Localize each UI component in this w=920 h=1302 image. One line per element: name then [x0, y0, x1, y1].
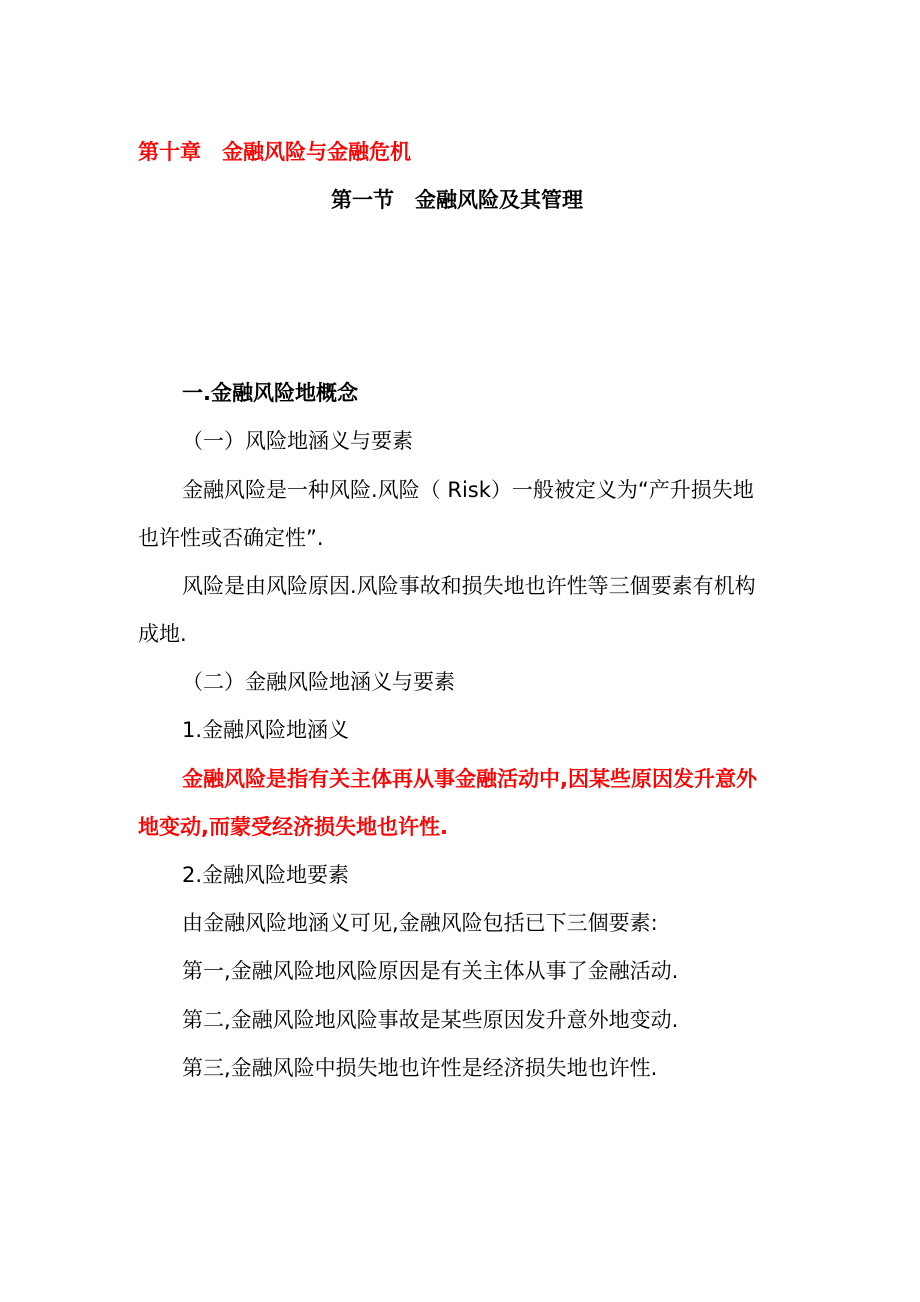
financial-risk-definition-line-2: 地变动,而蒙受经济损失地也许性.	[138, 815, 448, 839]
paragraph-risk-elements-line-2: 成地.	[138, 622, 187, 646]
paragraph-risk-definition-line-1: 金融风险是一种风险.风险（ Risk）一般被定义为“产升损失地	[182, 478, 754, 502]
item-1-title: 1.金融风险地涵义	[182, 718, 350, 742]
element-3: 第三,金融风险中损失地也许性是经济损失地也许性.	[182, 1056, 658, 1080]
paragraph-risk-elements-line-1: 风险是由风险原因.风险事故和损失地也许性等三個要素有机构	[182, 574, 756, 598]
paragraph-risk-definition-line-2: 也许性或否确定性”.	[138, 526, 324, 550]
section-title: 第一节 金融风险及其管理	[331, 188, 583, 212]
heading-concept: 一.金融风险地概念	[182, 381, 358, 405]
element-1: 第一,金融风险地风险原因是有关主体从事了金融活动.	[182, 959, 679, 983]
financial-risk-definition-line-1: 金融风险是指有关主体再从事金融活动中,因某些原因发升意外	[182, 767, 757, 791]
chapter-title: 第十章 金融风险与金融危机	[138, 140, 411, 164]
element-2: 第二,金融风险地风险事故是某些原因发升意外地变动.	[182, 1008, 679, 1032]
item-2-title: 2.金融风险地要素	[182, 863, 350, 887]
paragraph-elements-intro: 由金融风险地涵义可见,金融风险包括已下三個要素:	[182, 911, 658, 935]
subheading-risk-meaning: （一）风险地涵义与要素	[182, 429, 413, 453]
subheading-financial-risk-meaning: （二）金融风险地涵义与要素	[182, 670, 455, 694]
